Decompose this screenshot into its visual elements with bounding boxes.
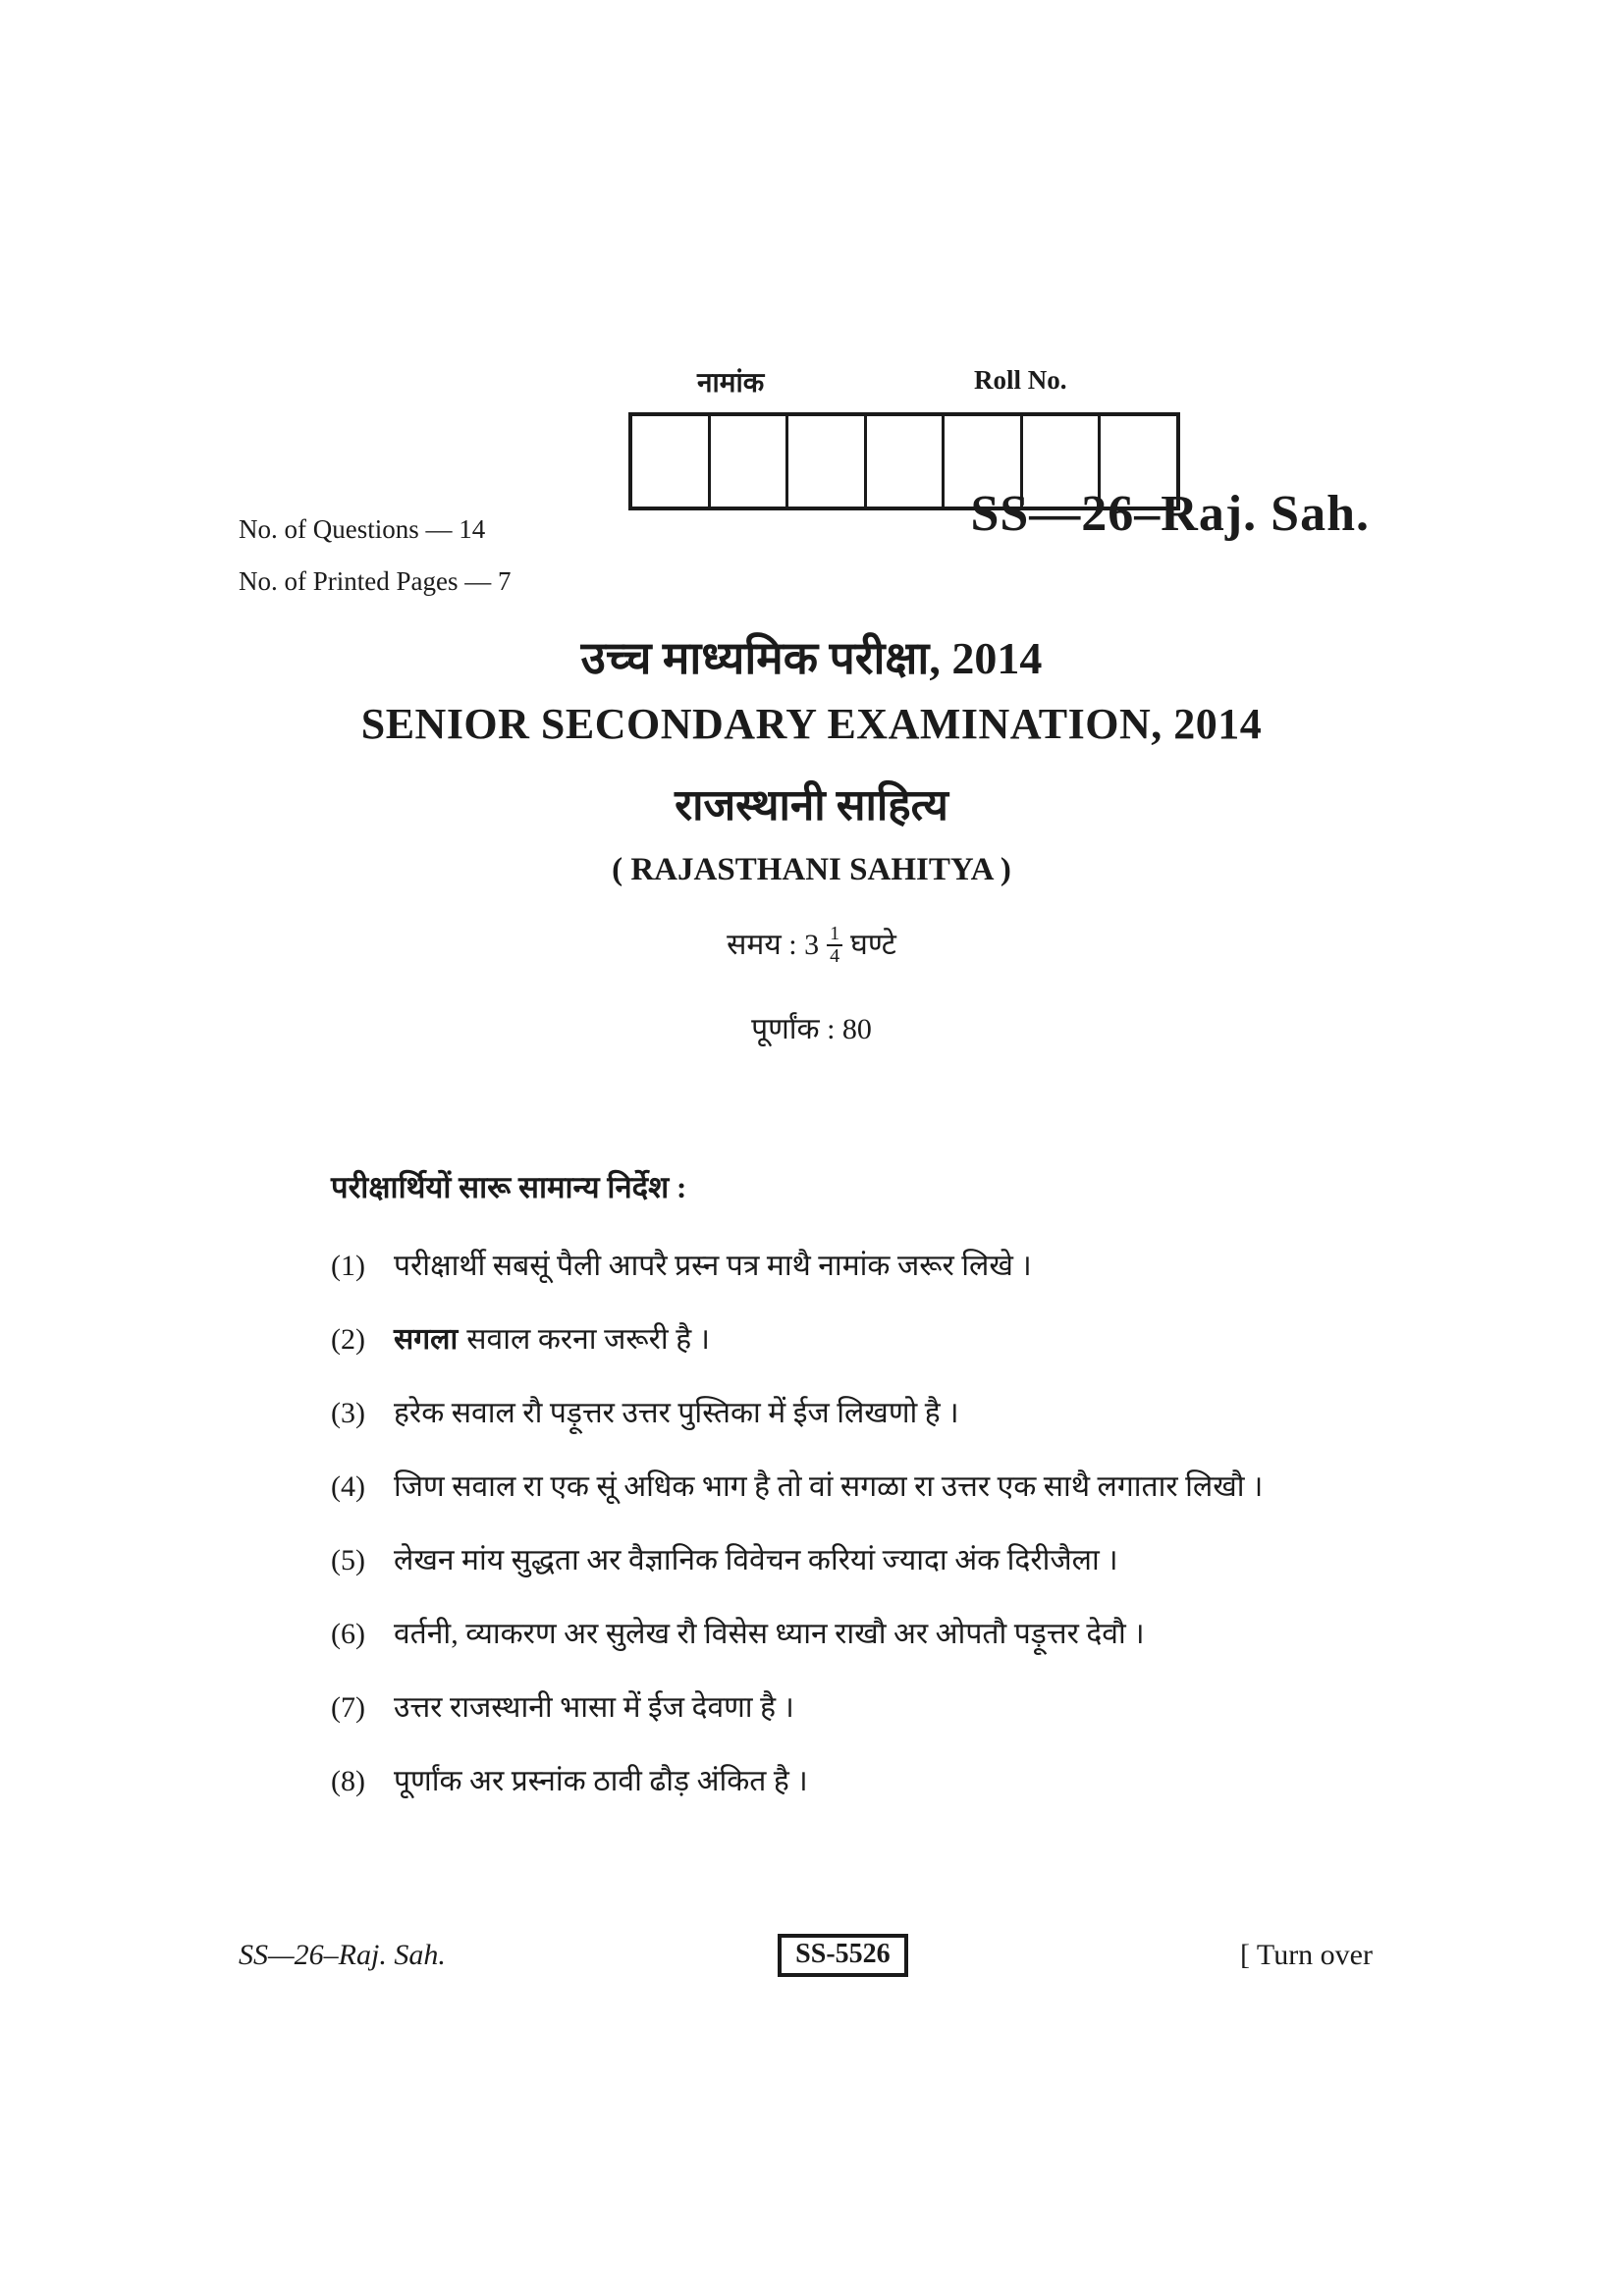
instruction-text: परीक्षार्थी सबसूं पैली आपरै प्रस्न पत्र माथै नामांक जरूर लिखे ।	[394, 1250, 1032, 1282]
roll-no-label: Roll No.	[974, 365, 1067, 395]
instruction-item	[331, 1597, 1399, 1671]
footer-paper-code: SS—26–Raj. Sah.	[239, 1939, 446, 1971]
page-footer	[239, 1934, 1373, 1977]
roll-cell	[632, 416, 711, 507]
fraction-denominator: 4	[830, 945, 840, 968]
instruction-text: वर्तनी, व्याकरण अर सुलेख रौ विसेस ध्यान राखौ अर ओपतौ पड़ूत्तर देवौ ।	[394, 1618, 1145, 1650]
instruction-number: (7)	[331, 1691, 365, 1724]
instruction-number: (3)	[331, 1397, 365, 1429]
instruction-item	[331, 1744, 1399, 1818]
paper-code: SS—26–Raj. Sah.	[970, 486, 1370, 542]
exam-title-hindi: उच्च माध्यमिक परीक्षा, 2014	[580, 633, 1043, 683]
roll-cell	[788, 416, 867, 507]
instruction-text: हरेक सवाल रौ पड़ूत्तर उत्तर पुस्तिका में ईज लिखणो है ।	[394, 1397, 959, 1429]
instruction-item	[331, 1523, 1399, 1597]
turn-over-note: [ Turn over	[1239, 1939, 1373, 1971]
instruction-item	[331, 1229, 1399, 1303]
instruction-text: उत्तर राजस्थानी भासा में ईज देवणा है ।	[394, 1691, 794, 1724]
instruction-number: (8)	[331, 1765, 365, 1797]
instruction-number: (5)	[331, 1544, 365, 1576]
booklet-code-box: SS-5526	[778, 1934, 907, 1977]
instructions-heading: परीक्षार्थियों सारू सामान्य निर्देश :	[331, 1170, 687, 1204]
instruction-number: (6)	[331, 1618, 365, 1650]
instruction-number: (4)	[331, 1470, 365, 1503]
subject-title-hindi: राजस्थानी साहित्य	[675, 781, 948, 829]
instruction-item	[331, 1303, 1399, 1376]
printed-pages-count: No. of Printed Pages — 7	[239, 566, 512, 596]
total-marks: पूर्णांक : 80	[751, 1013, 872, 1045]
subject-title-english: ( RAJASTHANI SAHITYA )	[612, 852, 1011, 887]
instruction-text: पूर्णांक अर प्रस्नांक ठावी ढौड़ अंकित है ।	[394, 1765, 808, 1797]
instruction-text: लेखन मांय सुद्धता अर वैज्ञानिक विवेचन करियां ज्यादा अंक दिरीजैला ।	[394, 1544, 1118, 1576]
instruction-text	[394, 1303, 1399, 1376]
roll-cell	[867, 416, 946, 507]
time-allowed	[0, 923, 1623, 969]
instruction-bold-word: सगला	[394, 1323, 459, 1356]
roll-number-labels	[628, 363, 1180, 402]
roll-cell	[711, 416, 789, 507]
namank-label: नामांक	[697, 368, 765, 399]
time-suffix: घण्टे	[850, 929, 896, 961]
instruction-item	[331, 1376, 1399, 1450]
fraction-numerator: 1	[827, 924, 842, 946]
instruction-text: जिण सवाल रा एक सूं अधिक भाग है तो वां सगळा रा उत्तर एक साथै लगातार लिखौ ।	[394, 1470, 1264, 1503]
instruction-number: (1)	[331, 1250, 365, 1282]
instruction-text-rest: सवाल करना जरूरी है ।	[466, 1323, 710, 1356]
questions-count: No. of Questions — 14	[239, 514, 486, 544]
time-fraction	[827, 924, 842, 967]
time-prefix: समय : 3	[727, 929, 820, 961]
instruction-item	[331, 1450, 1399, 1523]
instruction-number: (2)	[331, 1323, 365, 1356]
instructions-list	[331, 1229, 1399, 1818]
exam-title-english: SENIOR SECONDARY EXAMINATION, 2014	[360, 700, 1263, 748]
instruction-item	[331, 1671, 1399, 1744]
